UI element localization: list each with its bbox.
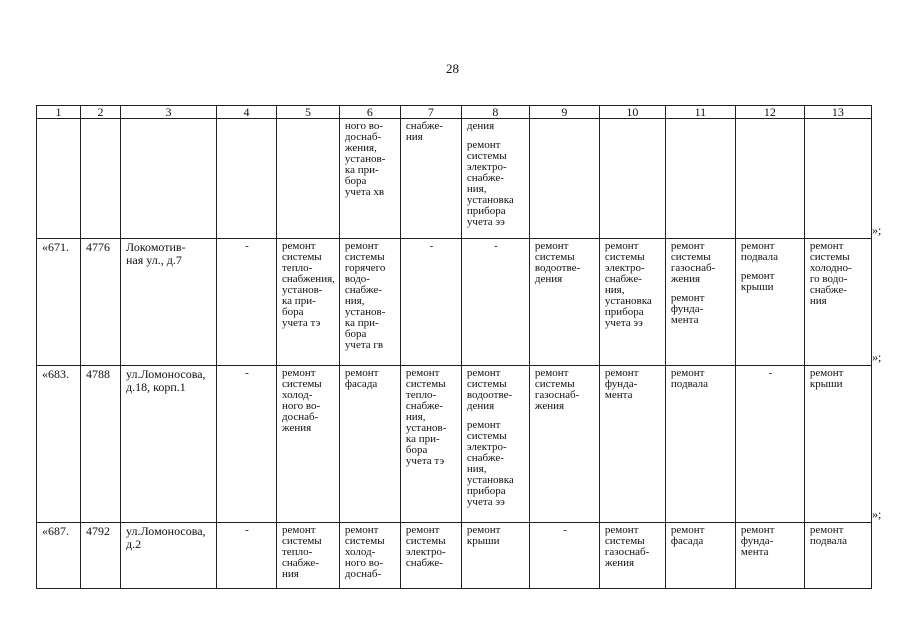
repair-schedule-table — [36, 105, 872, 589]
work-cell-12 — [735, 119, 804, 239]
cell-line: ремонт — [282, 367, 316, 379]
work-cell-9 — [529, 366, 599, 523]
work-cell-11 — [665, 119, 735, 239]
work-cell-6 — [339, 366, 400, 523]
cell-line: водоотве- — [534, 262, 581, 274]
work-cell-5 — [277, 523, 340, 589]
cell-line: системы — [670, 251, 711, 263]
cell-line: системы — [604, 535, 645, 547]
column-number-5: 5 — [277, 106, 340, 119]
cell-line: мента — [604, 389, 633, 401]
cell-line: ремонт — [344, 367, 379, 379]
row-number: «671. — [37, 239, 81, 366]
cell-line: газоснаб- — [670, 262, 716, 274]
cell-line: ремонт — [670, 524, 705, 536]
work-cell-11 — [665, 523, 735, 589]
cell-line: учета тэ — [282, 317, 321, 329]
cell-line: учета тэ — [405, 455, 445, 467]
cell-line: холод- — [282, 389, 313, 401]
work-cell-8 — [461, 239, 529, 366]
cell-line: прибора — [466, 205, 506, 217]
work-cell-13 — [804, 239, 871, 366]
cell-line: мента — [670, 314, 699, 326]
row-closing-quote: »; — [872, 506, 882, 521]
work-cell-4 — [217, 523, 277, 589]
column-number-10: 10 — [599, 106, 665, 119]
cell-line: горячего — [344, 262, 386, 274]
cell-line: водоотве- — [466, 389, 513, 401]
cell-line: системы — [466, 430, 507, 442]
cell-line: жения — [670, 273, 701, 285]
cell-line: доснаб- — [282, 411, 319, 423]
cell-line: ного во- — [344, 120, 384, 132]
cell-line: ремонт — [405, 367, 440, 379]
cell-line: системы — [809, 251, 850, 263]
address — [121, 239, 217, 366]
work-cell-8 — [461, 119, 529, 239]
cell-line: ремонт — [405, 524, 440, 536]
cell-line: ремонт — [604, 240, 639, 252]
cell-line: водо- — [344, 273, 370, 285]
building-id: 4776 — [81, 239, 121, 366]
page-number: 28 — [446, 61, 459, 76]
cell-line: снабже- — [466, 452, 504, 464]
cell-line: ного во- — [344, 557, 384, 569]
cell-line: снабже- — [405, 557, 443, 569]
work-cell-8 — [461, 366, 529, 523]
cell-line: установ- — [282, 284, 323, 296]
column-number-6: 6 — [339, 106, 400, 119]
cell-line: дения — [534, 273, 563, 285]
work-cell-10 — [599, 239, 665, 366]
cell-line: электро- — [466, 161, 507, 173]
cell-line: ния — [405, 131, 423, 143]
cell-line: бора — [344, 175, 367, 187]
cell-text: - — [245, 240, 249, 252]
work-cell-6 — [339, 523, 400, 589]
cell-text: - — [563, 524, 567, 536]
cell-line: тепло- — [282, 546, 313, 558]
work-cell-13 — [804, 366, 871, 523]
cell-line: фунда- — [740, 535, 774, 547]
cell-line: снабже- — [466, 172, 504, 184]
column-number-1: 1 — [37, 106, 81, 119]
column-number-8: 8 — [461, 106, 529, 119]
cell-line: ремонт — [809, 524, 844, 536]
cell-line: ремонт — [670, 367, 705, 379]
cell-line: снабже- — [809, 284, 847, 296]
cell-line: установ- — [344, 153, 386, 165]
cell-line: учета ээ — [466, 496, 505, 508]
table-row — [37, 119, 872, 239]
cell-line: системы — [282, 378, 322, 390]
cell-line: ния, — [405, 411, 426, 423]
cell-line: мента — [740, 546, 769, 558]
cell-line: прибора — [604, 306, 644, 318]
building-id — [81, 119, 121, 239]
cell-line: установка — [604, 295, 652, 307]
column-number-12: 12 — [735, 106, 804, 119]
cell-line: бора — [282, 306, 304, 318]
cell-line: крыши — [466, 535, 500, 547]
cell-line: ремонт — [670, 292, 705, 304]
table-row — [37, 239, 872, 366]
work-cell-7 — [400, 239, 461, 366]
cell-text: - — [768, 367, 773, 379]
cell-line: снабжения, — [282, 273, 335, 285]
row-closing-quote: »; — [872, 222, 882, 237]
work-cell-5 — [277, 119, 340, 239]
cell-line: прибора — [466, 485, 506, 497]
cell-line: жения, — [344, 142, 377, 154]
work-cell-9 — [529, 239, 599, 366]
cell-line: крыши — [809, 378, 843, 390]
cell-line: снабже- — [282, 557, 319, 569]
cell-line: ремонт — [604, 367, 639, 379]
work-cell-7 — [400, 523, 461, 589]
cell-line: ка при- — [282, 295, 316, 307]
work-cell-10 — [599, 119, 665, 239]
cell-line: системы — [466, 378, 507, 390]
cell-text: - — [245, 367, 249, 379]
cell-line: ремонт — [670, 240, 705, 252]
cell-text: - — [245, 524, 249, 536]
cell-line: ремонт — [740, 524, 775, 536]
cell-line: электро- — [405, 546, 446, 558]
work-cell-7 — [400, 366, 461, 523]
cell-line: ремонт — [534, 240, 569, 252]
work-cell-8 — [461, 523, 529, 589]
cell-line: холодно- — [809, 262, 852, 274]
cell-line: снабже- — [405, 400, 443, 412]
cell-line: учета гв — [344, 339, 384, 351]
work-cell-5 — [277, 239, 340, 366]
cell-line: учета ээ — [604, 317, 643, 329]
table-row — [37, 366, 872, 523]
address — [121, 366, 217, 523]
cell-line: системы — [405, 535, 446, 547]
cell-line: ремонт — [604, 524, 639, 536]
cell-line: ремонт — [740, 270, 775, 282]
cell-line: установ- — [344, 306, 386, 318]
address-line: ул.Ломоносова, — [126, 524, 206, 538]
cell-line: фунда- — [670, 303, 704, 315]
work-cell-10 — [599, 523, 665, 589]
cell-line: ремонт — [344, 240, 379, 252]
cell-line: системы — [534, 251, 575, 263]
column-number-7: 7 — [400, 106, 461, 119]
building-id: 4792 — [81, 523, 121, 589]
cell-line: снабже- — [344, 284, 382, 296]
table-row — [37, 523, 872, 589]
address — [121, 119, 217, 239]
cell-line: жения — [282, 422, 312, 434]
address-line: д.2 — [126, 537, 142, 551]
building-id: 4788 — [81, 366, 121, 523]
cell-line: учета ээ — [466, 216, 505, 228]
cell-line: ремонт — [282, 240, 316, 252]
work-cell-11 — [665, 366, 735, 523]
row-number — [37, 119, 81, 239]
cell-line: ремонт — [466, 419, 501, 431]
cell-line: системы — [344, 251, 385, 263]
address-line: ул.Ломоносова, — [126, 367, 206, 381]
address-line: д.18, корп.1 — [126, 380, 186, 394]
cell-line: ния, — [466, 183, 487, 195]
cell-line: установка — [466, 194, 514, 206]
cell-line: ния, — [604, 284, 625, 296]
address — [121, 523, 217, 589]
cell-line: доснаб- — [344, 131, 382, 143]
work-cell-4 — [217, 366, 277, 523]
work-cell-12 — [735, 366, 804, 523]
cell-line: учета хв — [344, 186, 385, 198]
work-cell-10 — [599, 366, 665, 523]
cell-line: системы — [282, 535, 322, 547]
cell-line: установка — [466, 474, 514, 486]
cell-line: подвала — [809, 535, 847, 547]
row-number: «683. — [37, 366, 81, 523]
cell-line: ния, — [344, 295, 365, 307]
cell-line: подвала — [740, 251, 778, 263]
cell-line: ремонт — [534, 367, 569, 379]
cell-line: установ- — [405, 422, 447, 434]
work-cell-9 — [529, 119, 599, 239]
column-number-3: 3 — [121, 106, 217, 119]
cell-line: системы — [344, 535, 385, 547]
cell-line: тепло- — [405, 389, 437, 401]
cell-line: ного во- — [282, 400, 321, 412]
cell-line: доснаб- — [344, 568, 382, 580]
work-cell-4 — [217, 119, 277, 239]
cell-line: ка при- — [344, 317, 379, 329]
cell-line: жения — [604, 557, 635, 569]
column-number-13: 13 — [804, 106, 871, 119]
work-cell-12 — [735, 523, 804, 589]
work-cell-13 — [804, 523, 871, 589]
cell-line: дения — [466, 400, 495, 412]
cell-line: ремонт — [466, 139, 501, 151]
cell-line: ния — [282, 568, 299, 580]
work-cell-5 — [277, 366, 340, 523]
work-cell-13 — [804, 119, 871, 239]
cell-line: ремонт — [809, 367, 844, 379]
address-line: ная ул., д.7 — [126, 253, 182, 267]
cell-line: системы — [405, 378, 446, 390]
cell-line: электро- — [604, 262, 645, 274]
cell-line: тепло- — [282, 262, 313, 274]
cell-line: системы — [604, 251, 645, 263]
cell-line: снабже- — [405, 120, 443, 132]
cell-line: системы — [466, 150, 507, 162]
cell-line: газоснаб- — [534, 389, 580, 401]
row-number: «687. — [37, 523, 81, 589]
column-number-4: 4 — [217, 106, 277, 119]
header-row — [37, 106, 872, 119]
cell-line: подвала — [670, 378, 708, 390]
cell-line: дения — [466, 120, 495, 132]
column-number-2: 2 — [81, 106, 121, 119]
cell-line: бора — [344, 328, 367, 340]
cell-text: - — [494, 240, 498, 252]
cell-line: ния, — [466, 463, 487, 475]
cell-line: фунда- — [604, 378, 638, 390]
cell-line: ния — [809, 295, 827, 307]
cell-line: системы — [282, 251, 322, 263]
work-cell-11 — [665, 239, 735, 366]
cell-line: ремонт — [809, 240, 844, 252]
cell-line: ремонт — [740, 240, 775, 252]
cell-line: электро- — [466, 441, 507, 453]
column-number-9: 9 — [529, 106, 599, 119]
column-number-11: 11 — [665, 106, 735, 119]
cell-line: бора — [405, 444, 428, 456]
cell-line: ремонт — [282, 524, 316, 536]
cell-line: снабже- — [604, 273, 642, 285]
cell-line: ремонт — [466, 524, 501, 536]
address-line: Локомотив- — [126, 240, 186, 254]
work-cell-6 — [339, 239, 400, 366]
cell-line: ка при- — [405, 433, 440, 445]
work-cell-12 — [735, 239, 804, 366]
cell-line: газоснаб- — [604, 546, 650, 558]
work-cell-4 — [217, 239, 277, 366]
cell-line: ка при- — [344, 164, 379, 176]
cell-line: жения — [534, 400, 565, 412]
cell-line: ремонт — [466, 367, 501, 379]
cell-line: системы — [534, 378, 575, 390]
cell-line: холод- — [344, 546, 376, 558]
cell-text: - — [429, 240, 434, 252]
work-cell-6 — [339, 119, 400, 239]
cell-line: го водо- — [809, 273, 848, 285]
cell-line: крыши — [740, 281, 774, 293]
cell-line: фасада — [344, 378, 378, 390]
row-closing-quote: »; — [872, 349, 882, 364]
cell-line: фасада — [670, 535, 704, 547]
work-cell-9 — [529, 523, 599, 589]
cell-line: ремонт — [344, 524, 379, 536]
work-cell-7 — [400, 119, 461, 239]
